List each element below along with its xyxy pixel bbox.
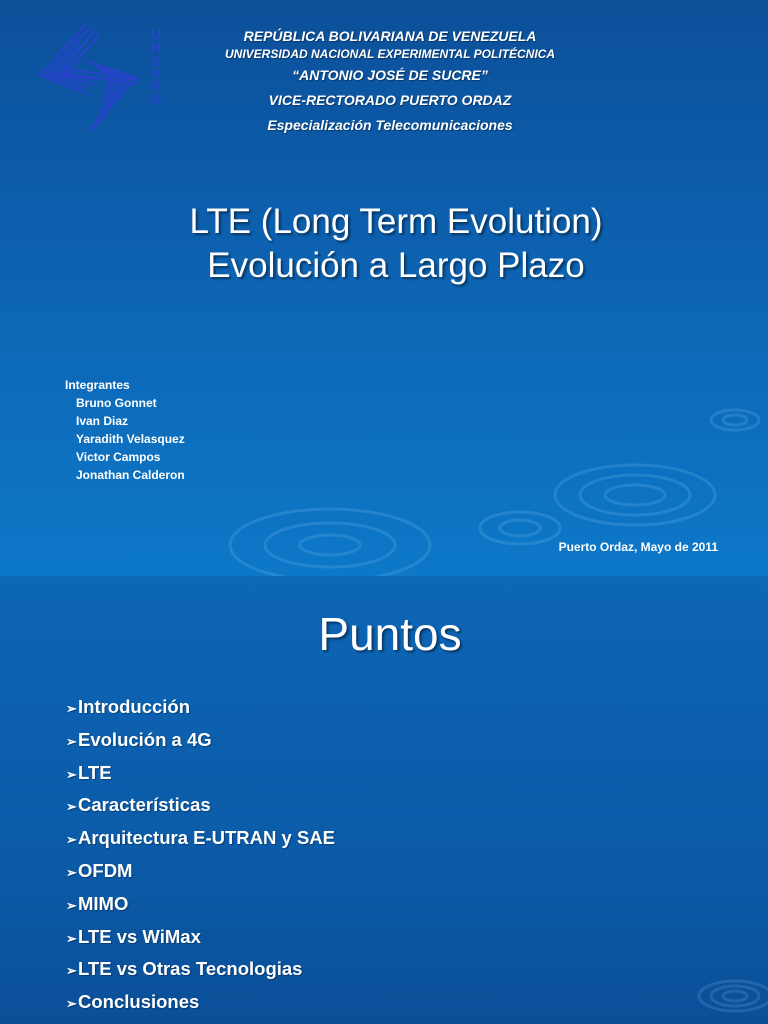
header-country: REPÚBLICA BOLIVARIANA DE VENEZUELA bbox=[243, 28, 537, 44]
header-vice-rectorate: VICE-RECTORADO PUERTO ORDAZ bbox=[268, 92, 512, 108]
member-name: Victor Campos bbox=[76, 450, 161, 464]
list-item bbox=[66, 987, 335, 1020]
header-university-name: “ANTONIO JOSÉ DE SUCRE” bbox=[292, 67, 488, 83]
member-name: Ivan Diaz bbox=[76, 414, 129, 428]
list-item-label: Introducción bbox=[78, 696, 191, 717]
member-name: Bruno Gonnet bbox=[76, 396, 157, 410]
list-item bbox=[66, 954, 335, 987]
points-list bbox=[66, 692, 335, 1020]
list-item-label: MIMO bbox=[78, 892, 129, 914]
list-item bbox=[66, 922, 335, 955]
list-item-label: LTE vs WiMax bbox=[78, 925, 201, 947]
member-name: Jonathan Calderon bbox=[76, 468, 185, 482]
title-line-2: Evolución a Largo Plazo bbox=[207, 246, 585, 285]
list-item-label: Evolución a 4G bbox=[78, 728, 212, 750]
arrow-bullet-icon: ➢ bbox=[66, 930, 77, 946]
member-name: Yaradith Velasquez bbox=[76, 432, 185, 446]
list-item-label: Características bbox=[78, 794, 211, 816]
arrow-bullet-icon: ➢ bbox=[66, 832, 77, 848]
institution-header bbox=[190, 26, 590, 138]
title-line-1: LTE (Long Term Evolution) bbox=[189, 202, 603, 241]
arrow-bullet-icon: ➢ bbox=[66, 996, 77, 1012]
list-item-label: Arquitectura E-UTRAN y SAE bbox=[78, 827, 335, 849]
list-item bbox=[66, 725, 335, 758]
list-item bbox=[66, 856, 335, 889]
arrow-bullet-icon: ➢ bbox=[66, 963, 77, 979]
arrow-bullet-icon: ➢ bbox=[66, 864, 77, 880]
agenda-slide bbox=[0, 576, 768, 1024]
list-item bbox=[66, 823, 335, 856]
slide-title: Puntos bbox=[318, 608, 462, 660]
logo-wordmark: UNEXPO bbox=[150, 26, 162, 107]
arrow-bullet-icon: ➢ bbox=[66, 701, 77, 716]
list-item-label: Conclusiones bbox=[78, 991, 200, 1013]
arrow-bullet-icon: ➢ bbox=[66, 799, 77, 815]
header-specialization: Especialización Telecomunicaciones bbox=[267, 117, 513, 133]
list-item bbox=[66, 790, 335, 823]
list-item bbox=[66, 692, 335, 725]
arrow-bullet-icon: ➢ bbox=[66, 766, 77, 782]
slide-title bbox=[0, 200, 768, 288]
place-date: Puerto Ordaz, Mayo de 2011 bbox=[558, 540, 718, 554]
list-item-label: LTE bbox=[78, 761, 112, 783]
header-university: UNIVERSIDAD NACIONAL EXPERIMENTAL POLITÉCNICA bbox=[224, 47, 556, 61]
list-item-label: OFDM bbox=[78, 859, 133, 881]
arrow-bullet-icon: ➢ bbox=[66, 897, 77, 913]
members-heading: Integrantes bbox=[65, 378, 130, 392]
list-item-label: LTE vs Otras Tecnologias bbox=[78, 958, 303, 980]
arrow-bullet-icon: ➢ bbox=[66, 733, 77, 749]
list-item bbox=[66, 889, 335, 922]
list-item bbox=[66, 758, 335, 791]
members-list bbox=[65, 376, 185, 484]
